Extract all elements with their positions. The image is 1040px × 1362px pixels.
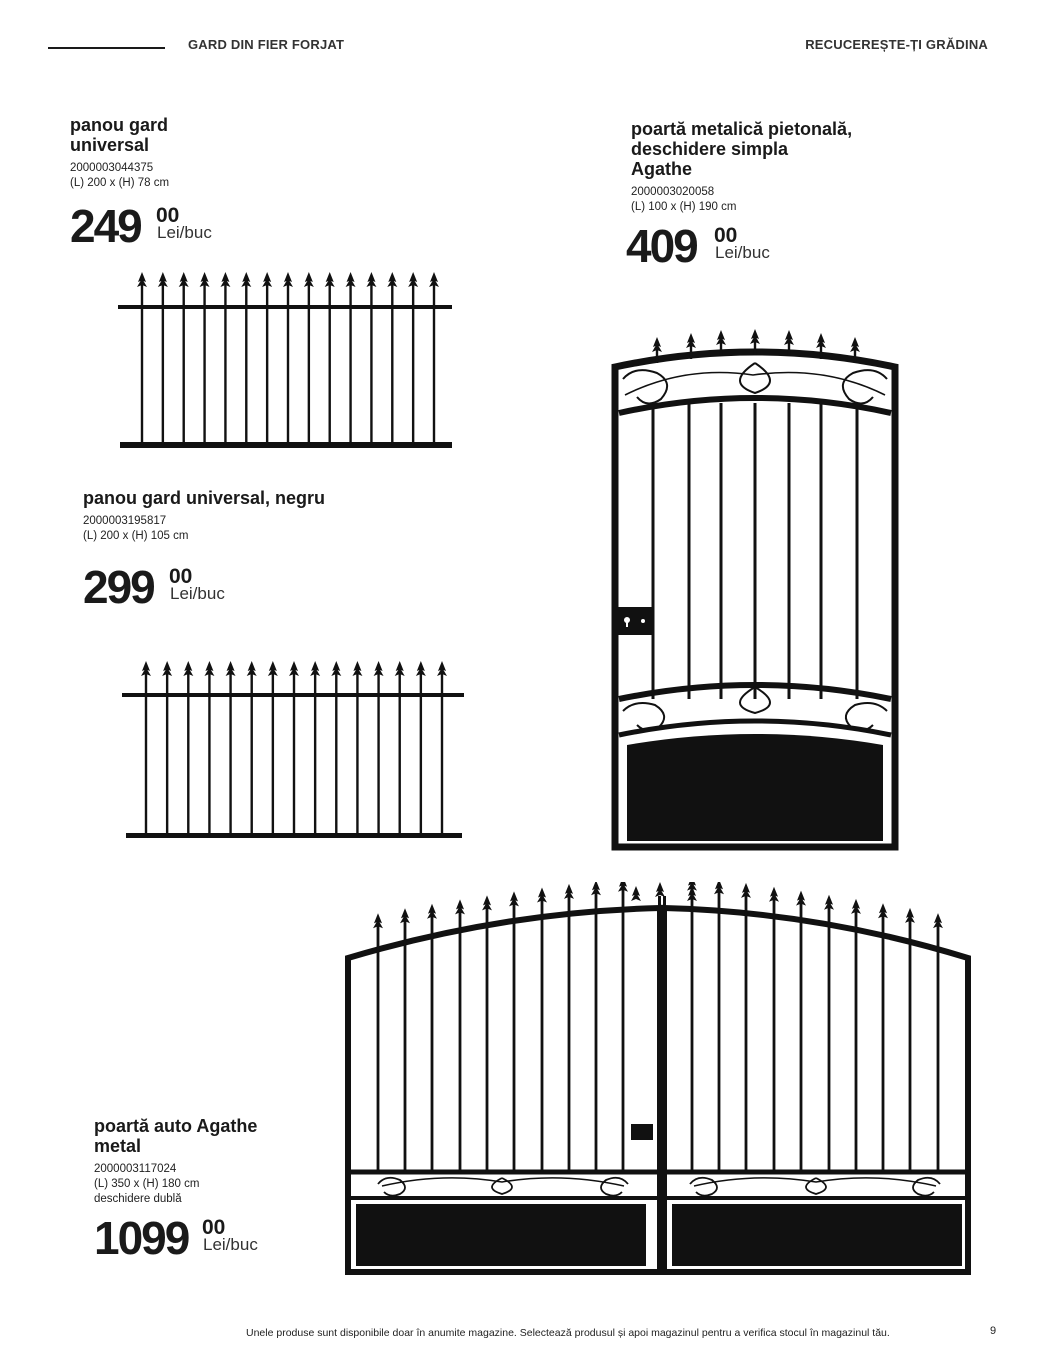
- fence-bar: [208, 673, 210, 835]
- spear-finial: [537, 887, 547, 902]
- product-dimensions: (L) 200 x (H) 105 cm: [83, 530, 189, 542]
- fence-bar: [370, 284, 372, 445]
- fence-bar: [145, 673, 147, 835]
- spear-finial: [652, 337, 662, 352]
- spear-finial: [416, 661, 426, 676]
- spear-finial: [283, 272, 293, 287]
- gate-bar: [652, 403, 655, 699]
- product-note: deschidere dublă: [94, 1193, 182, 1205]
- product-title: panou gard universal: [70, 115, 168, 155]
- spear-finial: [437, 661, 447, 676]
- gate-bar: [788, 403, 791, 699]
- spear-finial: [220, 272, 230, 287]
- availability-disclaimer: Unele produse sunt disponibile doar în anumite magazine. Selectează produsul și apoi magazinul pentru a verifica stocul în magazinul tău.: [246, 1327, 890, 1339]
- spear-finial: [331, 661, 341, 676]
- spear-finial: [158, 272, 168, 287]
- gate-bar: [459, 911, 462, 1172]
- gate-bar: [377, 925, 380, 1172]
- fence-bar: [272, 673, 274, 835]
- spear-finial: [183, 661, 193, 676]
- pedestrian-gate-image: [605, 315, 905, 855]
- fence-bar: [433, 284, 435, 445]
- product-dimensions: (L) 200 x (H) 78 cm: [70, 177, 170, 189]
- spear-finial: [262, 272, 272, 287]
- spear-finial: [796, 891, 806, 906]
- spear-finial: [304, 272, 314, 287]
- price-cents: 00: [202, 1216, 226, 1239]
- fence-bar: [266, 284, 268, 445]
- fence-bar: [245, 284, 247, 445]
- fence-bar: [349, 284, 351, 445]
- fence-bar: [420, 673, 422, 835]
- spear-finial: [400, 908, 410, 923]
- product-dimensions: (L) 100 x (H) 190 cm: [631, 201, 737, 213]
- price-tag: [83, 561, 325, 616]
- spear-finial: [374, 661, 384, 676]
- price-unit: Lei/buc: [203, 1235, 258, 1254]
- spear-finial: [850, 337, 860, 352]
- price-cents: 00: [156, 204, 180, 227]
- spear-finial: [137, 272, 147, 287]
- spear-finial: [408, 272, 418, 287]
- price-unit: Lei/buc: [715, 243, 770, 262]
- product-title: panou gard universal, negru: [83, 488, 326, 508]
- spear-finial: [200, 272, 210, 287]
- fence-bar: [229, 673, 231, 835]
- gate-bar: [431, 916, 434, 1172]
- spear-finial: [387, 272, 397, 287]
- gate-spike: [720, 342, 722, 356]
- gate-spike: [656, 349, 658, 363]
- price-tag: [70, 200, 212, 255]
- gate-spike: [788, 342, 790, 356]
- product-title: poartă auto Agathe metal: [94, 1116, 258, 1156]
- spear-finial: [741, 883, 751, 898]
- fence-bar: [141, 284, 143, 445]
- price-unit: Lei/buc: [170, 584, 225, 603]
- fence-bar: [335, 673, 337, 835]
- spear-finial: [352, 661, 362, 676]
- gate-post: [663, 896, 666, 1272]
- gate-bar: [937, 925, 940, 1172]
- gate-bar: [800, 903, 803, 1172]
- gate-bar: [720, 403, 723, 699]
- spear-finial: [226, 661, 236, 676]
- product-dimensions: (L) 350 x (H) 180 cm: [94, 1178, 200, 1190]
- header-rule: [48, 47, 165, 49]
- spear-finial: [509, 891, 519, 906]
- price-integer: 409: [626, 220, 697, 272]
- fence-panel-image: [112, 270, 457, 455]
- page-number: 9: [990, 1325, 997, 1337]
- spear-finial: [373, 913, 383, 928]
- price-integer: 249: [70, 200, 141, 252]
- gate-bar: [718, 891, 721, 1172]
- fence-bar: [391, 284, 393, 445]
- spear-finial: [346, 272, 356, 287]
- gate-spike: [820, 345, 822, 359]
- gate-post: [658, 896, 661, 1272]
- gate-bar: [595, 892, 598, 1172]
- fence-bar: [224, 284, 226, 445]
- spear-finial: [395, 661, 405, 676]
- spear-finial: [905, 908, 915, 923]
- gate-bar: [486, 907, 489, 1172]
- gate-spike: [690, 345, 692, 359]
- fence-bar: [203, 284, 205, 445]
- gate-bar: [828, 907, 831, 1172]
- gate-bar: [513, 903, 516, 1172]
- spear-finial: [655, 882, 665, 897]
- spear-finial: [482, 895, 492, 910]
- spear-finial: [429, 272, 439, 287]
- price-unit: Lei/buc: [157, 223, 212, 242]
- section-title: GARD DIN FIER FORJAT: [188, 37, 345, 52]
- product-code: 2000003195817: [83, 515, 167, 527]
- spear-finial: [366, 272, 376, 287]
- gate-bar: [856, 403, 859, 699]
- product-poarta-auto-agathe[interactable]: [94, 1116, 257, 1267]
- spear-finial: [289, 661, 299, 676]
- spear-finial: [816, 333, 826, 348]
- price-integer: 1099: [94, 1212, 189, 1264]
- gate-bar: [909, 920, 912, 1172]
- gate-bar: [882, 915, 885, 1172]
- spear-finial: [204, 661, 214, 676]
- gate-bar: [568, 896, 571, 1172]
- fence-bar: [187, 673, 189, 835]
- spear-finial: [851, 899, 861, 914]
- spear-finial: [325, 272, 335, 287]
- gate-bar: [855, 911, 858, 1172]
- gate-bar: [404, 920, 407, 1172]
- spear-finial: [247, 661, 257, 676]
- fence-bar: [308, 284, 310, 445]
- price-tag: [626, 220, 852, 275]
- spear-finial: [784, 330, 794, 345]
- spear-finial: [716, 330, 726, 345]
- fence-bar: [377, 673, 379, 835]
- gate-bar: [820, 403, 823, 699]
- product-title: poartă metalică pietonală, deschidere simpla Agathe: [631, 119, 853, 179]
- gate-spike: [754, 341, 756, 355]
- product-code: 2000003020058: [631, 186, 715, 198]
- spear-finial: [455, 899, 465, 914]
- spear-finial: [933, 913, 943, 928]
- fence-bar: [314, 673, 316, 835]
- spear-finial: [824, 895, 834, 910]
- fence-bar: [251, 673, 253, 835]
- fence-bar: [166, 673, 168, 835]
- catalog-title: RECUCEREȘTE-ȚI GRĂDINA: [805, 37, 988, 52]
- fence-bar: [287, 284, 289, 445]
- spear-finial: [878, 903, 888, 918]
- spear-finial: [686, 333, 696, 348]
- gate-bar: [622, 889, 625, 1172]
- fence-bar: [412, 284, 414, 445]
- spear-finial: [631, 886, 641, 901]
- spear-finial: [241, 272, 251, 287]
- gate-bar: [688, 403, 691, 699]
- price-cents: 00: [714, 224, 738, 247]
- fence-bar: [329, 284, 331, 445]
- gate-bar: [541, 899, 544, 1172]
- gate-bar: [691, 888, 694, 1172]
- gate-bar: [754, 403, 757, 699]
- price-cents: 00: [169, 565, 193, 588]
- price-tag: [94, 1212, 258, 1267]
- spear-finial: [179, 272, 189, 287]
- double-gate-image: [342, 882, 974, 1277]
- fence-panel-black-image: [118, 657, 468, 842]
- fence-bar: [441, 673, 443, 835]
- product-code: 2000003117024: [94, 1163, 177, 1175]
- spear-finial: [750, 329, 760, 344]
- product-poarta-pietonala-agathe[interactable]: [626, 119, 853, 275]
- price-integer: 299: [83, 561, 154, 613]
- spear-finial: [769, 887, 779, 902]
- spear-finial: [268, 661, 278, 676]
- fence-bar: [399, 673, 401, 835]
- gate-bar: [745, 895, 748, 1172]
- spear-finial: [427, 904, 437, 919]
- spear-finial: [564, 884, 574, 899]
- gate-bar: [773, 899, 776, 1172]
- spear-finial: [310, 661, 320, 676]
- fence-bar: [162, 284, 164, 445]
- product-panou-gard-universal[interactable]: [70, 115, 212, 255]
- fence-bar: [293, 673, 295, 835]
- spear-finial: [162, 661, 172, 676]
- gate-spike: [854, 349, 856, 363]
- fence-bar: [183, 284, 185, 445]
- product-code: 2000003044375: [70, 162, 154, 174]
- spear-finial: [141, 661, 151, 676]
- product-panou-gard-negru[interactable]: [83, 488, 325, 616]
- fence-bar: [356, 673, 358, 835]
